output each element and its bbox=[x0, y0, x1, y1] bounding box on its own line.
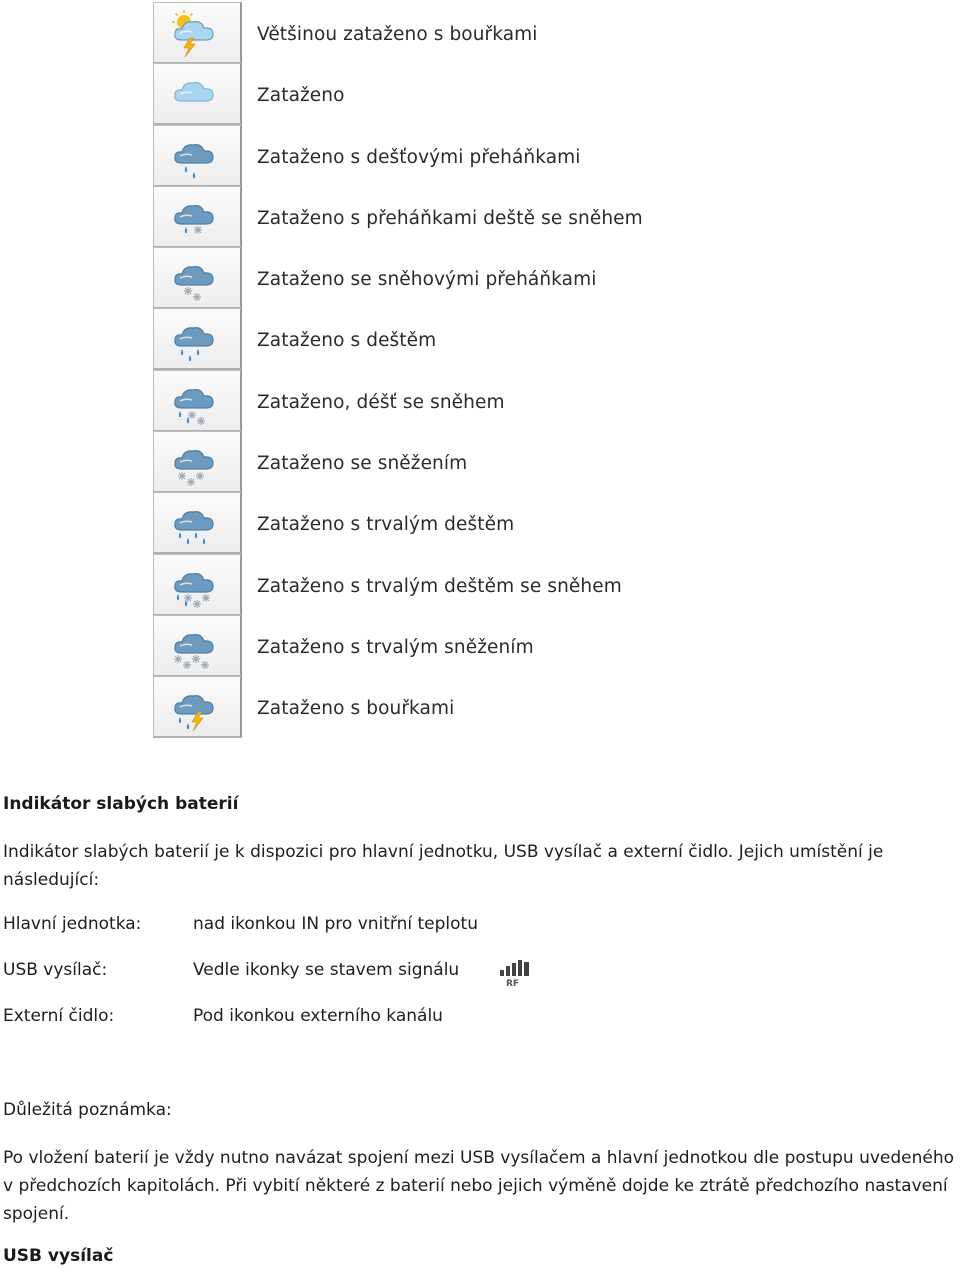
weather-label: Zataženo s bouřkami bbox=[257, 698, 455, 720]
weather-label: Zataženo s přeháňkami deště se sněhem bbox=[257, 207, 643, 229]
battery-row-key: Externí čidlo: bbox=[3, 1006, 115, 1026]
sun-cloud-storm-icon bbox=[166, 9, 226, 57]
battery-heading: Indikátor slabých baterií bbox=[3, 794, 239, 814]
weather-icon-cell bbox=[153, 676, 242, 738]
battery-row-value: Pod ikonkou externího kanálu bbox=[193, 1006, 443, 1026]
battery-row-key: USB vysílač: bbox=[3, 960, 108, 980]
weather-icon-cell bbox=[153, 308, 242, 370]
weather-label: Zataženo, déšť se sněhem bbox=[257, 391, 505, 413]
cloud-heavy-rain-icon bbox=[166, 499, 226, 547]
battery-row-value: Vedle ikonky se stavem signálu bbox=[193, 960, 460, 980]
weather-label: Zataženo s trvalým sněžením bbox=[257, 636, 534, 658]
cloud-rain-snow-icon bbox=[166, 377, 226, 425]
weather-label: Zataženo s dešťovými přeháňkami bbox=[257, 146, 581, 168]
weather-label: Většinou zataženo s bouřkami bbox=[257, 24, 538, 45]
weather-icon-cell bbox=[153, 63, 242, 125]
weather-icon-cell bbox=[153, 431, 242, 493]
battery-row-value: nad ikonkou IN pro vnitřní teplotu bbox=[193, 914, 478, 934]
weather-icon-cell bbox=[153, 615, 242, 677]
note-text: Po vložení baterií je vždy nutno navázat spojení mezi USB vysílačem a hlavní jednotkou dle postupu uvedeného v předchozích kapitolách. Při vybití některé z baterií nebo jejich výměně dojde ke ztrátě předchozího nastavení spojení. bbox=[3, 1148, 955, 1224]
weather-icon-cell bbox=[153, 492, 242, 554]
cloud-icon bbox=[166, 70, 226, 118]
weather-label: Zataženo bbox=[257, 85, 345, 107]
cloud-thunder-icon bbox=[166, 683, 226, 731]
weather-label: Zataženo se sněžením bbox=[257, 453, 468, 475]
weather-icon-cell bbox=[153, 186, 242, 248]
cloud-rain-snow-showers-icon bbox=[166, 193, 226, 241]
usb-heading: USB vysílač bbox=[3, 1246, 114, 1266]
weather-label: Zataženo s trvalým deštěm se sněhem bbox=[257, 575, 622, 597]
weather-icon-cell bbox=[153, 125, 242, 187]
weather-icon-cell bbox=[153, 2, 242, 64]
weather-icon-cell bbox=[153, 370, 242, 432]
cloud-heavy-rain-snow-icon bbox=[166, 561, 226, 609]
battery-row-key: Hlavní jednotka: bbox=[3, 914, 142, 934]
rf-signal-icon bbox=[497, 960, 533, 988]
weather-label: Zataženo s deštěm bbox=[257, 330, 437, 352]
cloud-rain-icon bbox=[166, 315, 226, 363]
rf-label: RF bbox=[506, 979, 520, 988]
weather-label: Zataženo se sněhovými přeháňkami bbox=[257, 269, 597, 291]
cloud-snowfall-icon bbox=[166, 438, 226, 486]
cloud-showers-icon bbox=[166, 132, 226, 180]
weather-label: Zataženo s trvalým deštěm bbox=[257, 514, 515, 536]
cloud-heavy-snow-icon bbox=[166, 622, 226, 670]
note-heading: Důležitá poznámka: bbox=[3, 1100, 172, 1120]
cloud-snow-showers-icon bbox=[166, 254, 226, 302]
weather-icon-cell bbox=[153, 554, 242, 616]
battery-intro: Indikátor slabých baterií je k dispozici pro hlavní jednotku, USB vysílač a externí čidlo. Jejich umístění je následující: bbox=[3, 842, 884, 890]
weather-icon-cell bbox=[153, 247, 242, 309]
